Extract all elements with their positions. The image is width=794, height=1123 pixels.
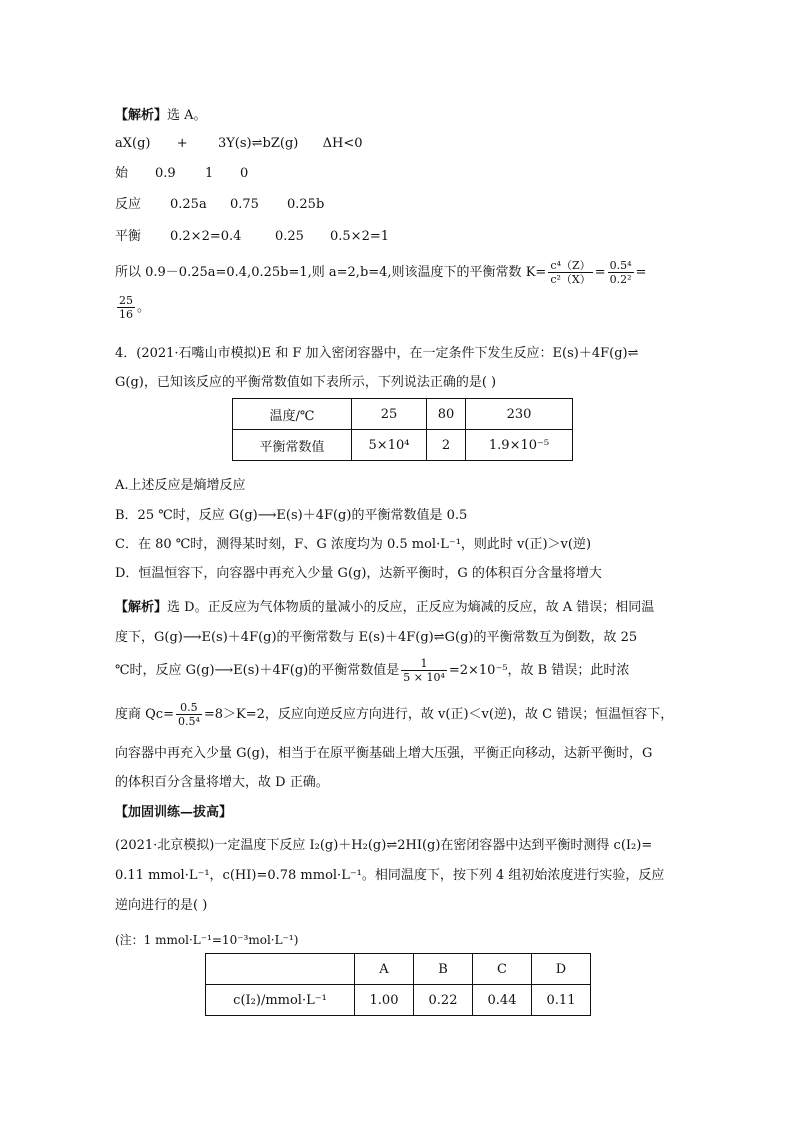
conclusion-line	[115, 258, 646, 288]
equals: =	[635, 265, 647, 280]
table-cell: 1.9×10⁻⁵	[466, 430, 573, 461]
period: 。	[137, 300, 151, 315]
table-cell: 温度/℃	[233, 399, 352, 430]
equals: =	[594, 265, 606, 280]
analysis-text: =2×10⁻⁵，故 B 错误；此时浓	[448, 663, 630, 678]
table-cell: 0.11	[532, 985, 591, 1016]
row-value: 0.25b	[287, 197, 325, 212]
analysis-tag: 【解析】	[115, 108, 168, 123]
table-cell: D	[532, 954, 591, 985]
analysis-2-line-5: 向容器中再充入少量 G(g)，相当于在原平衡基础上增大压强，平衡正向移动，达新平衡时，G	[115, 746, 653, 761]
analysis-answer: 选 A。	[167, 108, 207, 123]
row-value: 1	[205, 166, 214, 181]
extra-line-1: (2021·北京模拟)一定温度下反应 I₂(g)＋H₂(g)⇌2HI(g)在密闭容器中达到平衡时测得 c(I₂)=	[115, 838, 653, 853]
analysis-tag: 【解析】	[115, 600, 168, 615]
table-cell: 25	[352, 399, 427, 430]
analysis-1-header	[115, 106, 207, 126]
table-cell: 0.22	[414, 985, 473, 1016]
k-fraction-1	[548, 259, 592, 286]
frac-denominator: 5 × 10⁴	[403, 671, 445, 684]
analysis-2-line-1	[115, 598, 654, 618]
row-value: 0.75	[230, 197, 259, 212]
row-label: 平衡	[115, 229, 142, 244]
table-cell: 230	[466, 399, 573, 430]
analysis-text: 选 D。正反应为气体物质的量减小的反应，正反应为熵减的反应，故 A 错误；相同温	[167, 600, 655, 615]
table-row	[233, 430, 573, 461]
row-value: 0.25	[275, 229, 304, 244]
table-cell: B	[414, 954, 473, 985]
k-fraction-2	[608, 259, 634, 286]
extra-line-2: 0.11 mmol·L⁻¹，c(HI)=0.78 mmol·L⁻¹。相同温度下，按下列 4 组初始浓度进行实验，反应	[115, 868, 665, 883]
q4-stem-line-2: G(g)，已知该反应的平衡常数值如下表所示，下列说法正确的是( )	[115, 375, 497, 390]
analysis-text: ℃时，反应 G(g)⟶E(s)＋4F(g)的平衡常数值是	[115, 663, 400, 678]
q4-constant-table	[232, 398, 573, 461]
table-cell: A	[355, 954, 414, 985]
table-row	[233, 399, 573, 430]
frac-denominator: 0.2²	[609, 273, 632, 286]
table-cell: 1.00	[355, 985, 414, 1016]
table-cell: 2	[427, 430, 466, 461]
analysis-2-line-6: 的体积百分含量将增大，故 D 正确。	[115, 775, 329, 790]
reaction-left: aX(g)	[115, 136, 151, 151]
frac-numerator: 0.5	[176, 701, 202, 715]
option-d: D．恒温恒容下，向容器中再充入少量 G(g)，达新平衡时，G 的体积百分含量将增大	[115, 566, 602, 581]
row-value: 0.9	[155, 166, 176, 181]
reaction-dh: ΔH<0	[322, 136, 363, 151]
frac-denominator: 0.5⁴	[177, 715, 200, 728]
row-value: 0.5×2=1	[330, 229, 390, 244]
table-cell: 80	[427, 399, 466, 430]
row-value: 0.2×2=0.4	[170, 229, 242, 244]
analysis-2-line-2: 度下，G(g)⟶E(s)＋4F(g)的平衡常数与 E(s)＋4F(g)⇌G(g)的平衡常数互为倒数，故 25	[115, 630, 638, 645]
table-row	[206, 985, 591, 1016]
reaction-right: 3Y(s)⇌bZ(g)	[217, 136, 299, 151]
analysis-2-line-3	[115, 656, 629, 686]
table-cell: C	[473, 954, 532, 985]
qc-fraction	[176, 701, 202, 728]
final-fraction	[117, 294, 135, 321]
table-cell: 0.44	[473, 985, 532, 1016]
q4-stem-line-1: 4．(2021·石嘴山市模拟)E 和 F 加入密闭容器中，在一定条件下发生反应：E(s)＋4F(g)⇌	[115, 346, 639, 361]
extra-concentration-table	[205, 953, 591, 1016]
frac-numerator: 0.5⁴	[609, 259, 632, 272]
extra-heading: 【加固训练—拔高】	[115, 805, 233, 820]
table-cell	[206, 954, 355, 985]
analysis-text: =8＞K=2，反应向逆反应方向进行，故 v(正)＜v(逆)，故 C 错误；恒温恒容下，	[203, 707, 674, 722]
option-b: B．25 ℃时，反应 G(g)⟶E(s)＋4F(g)的平衡常数值是 0.5	[115, 508, 468, 523]
frac-numerator: 1	[401, 657, 447, 671]
option-a: A.上述反应是熵增反应	[115, 478, 246, 493]
frac-denominator: 16	[119, 308, 133, 321]
conclusion-text: 所以 0.9－0.25a=0.4,0.25b=1,则 a=2,b=4,则该温度下的平衡常数 K=	[115, 265, 547, 280]
table-cell: 5×10⁴	[352, 430, 427, 461]
inverse-fraction	[401, 657, 447, 684]
final-value	[115, 294, 150, 321]
frac-numerator: c⁴（Z）	[548, 259, 592, 273]
analysis-2-line-4	[115, 700, 673, 730]
frac-denominator: c²（X）	[550, 273, 591, 286]
reaction-equation	[115, 134, 363, 154]
extra-line-3: 逆向进行的是( )	[115, 898, 208, 913]
table-cell: c(I₂)/mmol·L⁻¹	[206, 985, 355, 1016]
row-value: 0.25a	[170, 197, 207, 212]
row-value: 0	[240, 166, 249, 181]
table-row	[206, 954, 591, 985]
analysis-text: 度商 Qc=	[115, 707, 174, 722]
row-label: 始	[115, 166, 129, 181]
reaction-plus: +	[176, 136, 188, 151]
frac-numerator: 25	[119, 294, 133, 307]
table-cell: 平衡常数值	[233, 430, 352, 461]
row-label: 反应	[115, 197, 142, 212]
extra-note: (注：1 mmol·L⁻¹=10⁻³mol·L⁻¹)	[115, 933, 299, 947]
option-c: C．在 80 ℃时，测得某时刻，F、G 浓度均为 0.5 mol·L⁻¹，则此时 v(正)＞v(逆)	[115, 537, 592, 552]
